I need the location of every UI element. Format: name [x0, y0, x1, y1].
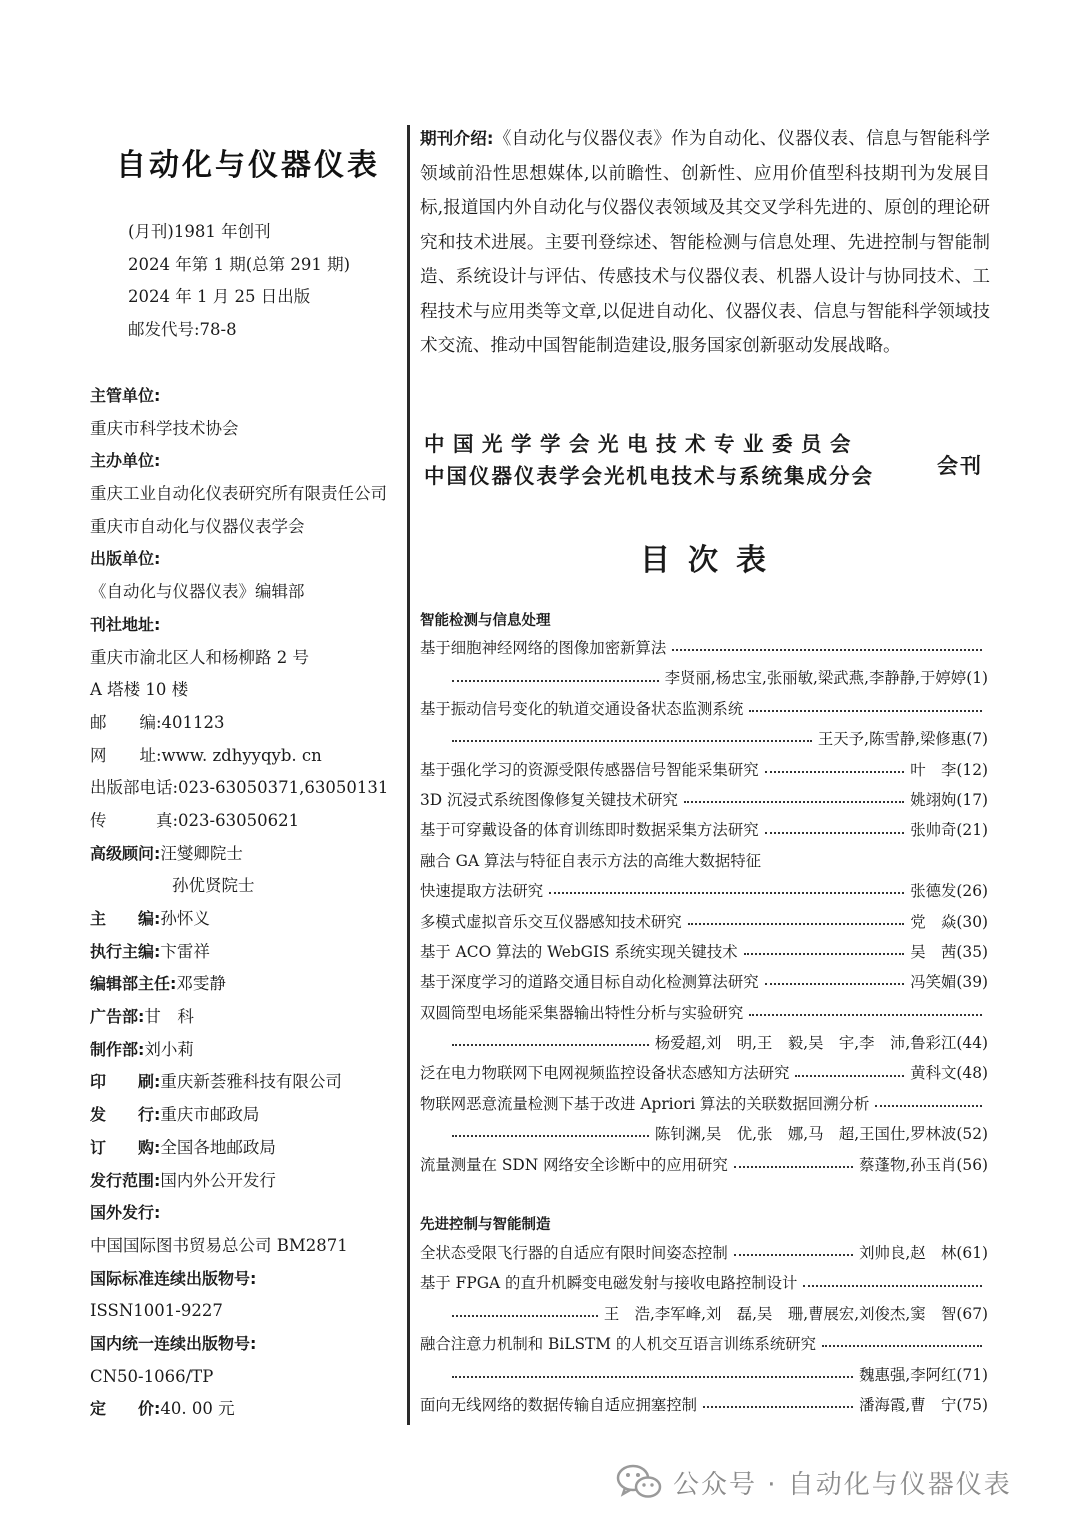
toc-leader-dots	[549, 892, 904, 894]
toc-section-2	[420, 1238, 988, 1420]
toc-entry-title: 基于 ACO 算法的 WebGIS 系统实现关键技术	[420, 942, 738, 961]
toc-entry-title: 物联网恶意流量检测下基于改进 Apriori 算法的关联数据回溯分析	[420, 1094, 870, 1113]
masthead-value: 网 址:www. zdhyyqyb. cn	[90, 745, 322, 765]
masthead-row	[90, 543, 405, 576]
masthead-value: 重庆市科学技术协会	[90, 418, 239, 438]
masthead-label: 国际标准连续出版物号:	[90, 1268, 257, 1288]
toc-leader-dots	[803, 1285, 982, 1287]
masthead-row	[90, 1393, 405, 1426]
masthead-row	[90, 968, 405, 1001]
masthead-value: 邓雯静	[176, 974, 226, 994]
masthead-row	[90, 1263, 405, 1296]
toc-leader-dots	[734, 1166, 853, 1168]
masthead-row	[90, 870, 405, 903]
toc-entry	[420, 1150, 988, 1180]
toc-leader-dots	[452, 1044, 649, 1046]
masthead-label: 定 价:	[90, 1399, 161, 1419]
toc-entry-authors: 蔡蓬物,孙玉肖(56)	[859, 1155, 988, 1174]
toc-entry-authors: 王 浩,李军峰,刘 磊,吴 珊,曹展宏,刘俊杰,窦 智(67)	[603, 1304, 988, 1323]
masthead-value: 《自动化与仪器仪表》编辑部	[90, 582, 305, 602]
toc-entry-authors: 吴 茜(35)	[910, 942, 988, 961]
toc-entry-title: 基于 FPGA 的直升机瞬变电磁发射与接收电路控制设计	[420, 1274, 798, 1293]
masthead-value: 重庆市邮政局	[160, 1105, 260, 1125]
toc-leader-dots	[684, 801, 904, 803]
masthead-value: CN50-1066/TP	[90, 1366, 214, 1386]
toc-entry-authors: 李贤丽,杨忠宝,张丽敏,梁武燕,李静静,于婷婷(1)	[664, 669, 988, 688]
masthead-value: 传 真:023-63050621	[90, 810, 300, 830]
masthead-value: A 塔楼 10 楼	[90, 680, 189, 700]
toc-entry	[420, 1299, 988, 1329]
masthead-value: 孙怀义	[160, 909, 210, 928]
toc-entry	[420, 967, 988, 997]
toc-leader-dots	[734, 1254, 853, 1256]
toc-entry	[420, 1028, 988, 1058]
masthead-row	[90, 1295, 405, 1328]
watermark	[615, 1462, 1012, 1502]
masthead-value: ISSN1001-9227	[90, 1301, 223, 1321]
society-line-2: 中国仪器仪表学会光机电技术与系统集成分会	[424, 464, 874, 488]
toc-entry-authors: 党 焱(30)	[910, 912, 988, 931]
toc-leader-dots	[795, 1075, 904, 1077]
toc-leader-dots	[672, 649, 982, 651]
masthead-row	[90, 445, 405, 478]
toc-entry-authors: 陈钊渊,吴 优,张 娜,马 超,王国仕,罗林波(52)	[654, 1125, 988, 1144]
toc-entry-title: 融合注意力机制和 BiLSTM 的人机交互语言训练系统研究	[420, 1335, 817, 1354]
masthead-value: 孙优贤院士	[172, 876, 255, 896]
toc-entry-authors: 姚翊姁(17)	[910, 790, 988, 809]
toc-entry	[420, 1058, 988, 1088]
masthead-row	[90, 1165, 405, 1198]
toc-leader-dots	[749, 710, 982, 712]
toc-entry	[420, 1238, 988, 1268]
toc-leader-dots	[744, 953, 905, 955]
toc-leader-dots	[703, 1406, 853, 1408]
masthead-value: 重庆市自动化与仪器仪表学会	[90, 516, 305, 536]
toc-entry-authors: 叶 李(12)	[910, 760, 988, 779]
masthead-label: 高级顾问:	[90, 843, 161, 863]
masthead-label: 印 刷:	[90, 1072, 161, 1092]
intro-label: 期刊介绍:	[420, 129, 494, 148]
masthead-row	[90, 609, 405, 642]
toc-entry	[420, 907, 988, 937]
toc-entry-authors: 张德发(26)	[910, 882, 988, 901]
masthead-label: 主办单位:	[90, 451, 161, 471]
masthead-label: 制作部:	[90, 1039, 145, 1059]
toc-entry-authors: 潘海霞,曹 宁(75)	[859, 1395, 988, 1414]
toc-entry-title: 多模式虚拟音乐交互仪器感知技术研究	[420, 912, 682, 931]
masthead-value: 卞雷祥	[160, 941, 210, 961]
publication-date: 2024 年 1 月 25 日出版	[128, 287, 311, 307]
masthead-row	[90, 936, 405, 969]
toc-leader-dots	[765, 771, 905, 773]
toc-entry	[420, 1119, 988, 1149]
toc-entry-title: 基于细胞神经网络的图像加密新算法	[420, 639, 667, 657]
toc-entry-title: 面向无线网络的数据传输自适应拥塞控制	[420, 1395, 698, 1414]
society-suffix: 会刊	[937, 454, 983, 478]
toc-entry	[420, 1329, 988, 1359]
masthead-row	[90, 642, 405, 675]
toc-leader-dots	[765, 983, 905, 985]
toc-entry	[420, 663, 988, 693]
issue-number: 2024 年第 1 期(总第 291 期)	[128, 254, 351, 274]
masthead-row	[90, 772, 405, 805]
masthead-row	[90, 805, 405, 838]
masthead-label: 国外发行:	[90, 1203, 161, 1223]
toc-entry-authors: 黄科文(48)	[910, 1064, 988, 1083]
toc-entry	[420, 785, 988, 815]
toc-title: 目次表	[640, 543, 784, 578]
intro-text: 《自动化与仪器仪表》作为自动化、仪器仪表、信息与智能科学领域前沿性思想媒体,以前瞻性、创新性、应用价值型科技期刊为发展目标,报道国内外自动化与仪器仪表领域及其交叉学科先进的、原创的理论研究和技术进展。主要刊登综述、智能检测与信息处理、先进控制与智能制造、系统设计与评估、传感技术与仪器仪表、机器人设计与协同技术、工程技术与应用类等文章,以促进自动化、仪器仪表、信息与智能科学领域技术交流、推动中国智能制造建设,服务国家创新驱动发展战略。	[420, 129, 990, 356]
masthead-row	[90, 1001, 405, 1034]
toc-entry-authors: 张帅奇(21)	[910, 821, 988, 840]
toc-entry-title: 基于强化学习的资源受限传感器信号智能采集研究	[420, 760, 759, 779]
toc-leader-dots	[875, 1105, 982, 1107]
toc-entry-authors: 刘帅良,赵 林(61)	[859, 1244, 988, 1262]
toc-entry-title: 融合 GA 算法与特征自表示方法的高维大数据特征	[420, 851, 762, 870]
toc-leader-dots	[688, 923, 905, 925]
toc-leader-dots	[452, 1315, 598, 1317]
toc-leader-dots	[452, 1376, 853, 1378]
masthead-value: 国内外公开发行	[160, 1170, 276, 1190]
toc-entry	[420, 815, 988, 845]
masthead-label: 主 编:	[90, 909, 161, 928]
masthead-row	[90, 903, 405, 936]
masthead-value: 重庆市渝北区人和杨柳路 2 号	[90, 647, 309, 667]
masthead-row	[90, 740, 405, 773]
toc-entry-authors: 魏惠强,李阿红(71)	[859, 1365, 988, 1384]
masthead	[90, 380, 405, 1426]
toc-entry	[420, 1360, 988, 1390]
masthead-label: 发 行:	[90, 1105, 161, 1125]
toc-leader-dots	[452, 1135, 649, 1137]
toc-leader-dots	[822, 1345, 982, 1347]
watermark-text: 公众号 · 自动化与仪器仪表	[673, 1469, 1012, 1500]
masthead-row	[90, 1099, 405, 1132]
toc-section-1	[420, 633, 988, 1180]
masthead-row	[90, 1132, 405, 1165]
toc-entry	[420, 724, 988, 754]
toc-leader-dots	[765, 832, 905, 834]
toc-entry-title: 快速提取方法研究	[420, 882, 544, 901]
masthead-label: 广告部:	[90, 1007, 145, 1027]
masthead-label: 发行范围:	[90, 1170, 161, 1190]
toc-entry	[420, 694, 988, 724]
masthead-value: 汪燮卿院士	[160, 843, 243, 863]
masthead-label: 主管单位:	[90, 386, 161, 405]
toc-entry-authors: 冯笑媚(39)	[910, 973, 988, 992]
toc-entry-title: 全状态受限飞行器的自适应有限时间姿态控制	[420, 1244, 728, 1262]
masthead-value: 出版部电话:023-63050371,63050131	[90, 778, 389, 798]
masthead-row	[90, 576, 405, 609]
column-divider	[407, 125, 410, 1425]
masthead-value: 刘小莉	[144, 1039, 194, 1059]
section-title-2: 先进控制与智能制造	[420, 1217, 551, 1233]
toc-entry	[420, 998, 988, 1028]
masthead-label: 执行主编:	[90, 941, 161, 961]
masthead-row	[90, 1328, 405, 1361]
masthead-label: 订 购:	[90, 1137, 161, 1157]
toc-entry	[420, 1268, 988, 1298]
toc-entry	[420, 633, 988, 663]
societies-block	[424, 428, 994, 492]
masthead-row	[90, 838, 405, 871]
toc-entry	[420, 1089, 988, 1119]
section-title-1: 智能检测与信息处理	[420, 613, 551, 629]
masthead-value: 40. 00 元	[160, 1399, 235, 1419]
masthead-value: 甘 科	[144, 1007, 194, 1027]
masthead-row	[90, 380, 405, 413]
wechat-icon	[615, 1462, 663, 1502]
masthead-row	[90, 1230, 405, 1263]
toc-entry-title: 流量测量在 SDN 网络安全诊断中的应用研究	[420, 1155, 728, 1174]
toc-entry-title: 基于可穿戴设备的体育训练即时数据采集方法研究	[420, 821, 759, 840]
masthead-label: 国内统一连续出版物号:	[90, 1333, 257, 1353]
toc-entry-title: 3D 沉浸式系统图像修复关键技术研究	[420, 790, 678, 809]
masthead-row	[90, 413, 405, 446]
toc-entry-title: 基于深度学习的道路交通目标自动化检测算法研究	[420, 973, 759, 992]
masthead-value: 全国各地邮政局	[160, 1137, 276, 1157]
toc-leader-dots	[749, 1014, 982, 1016]
masthead-row	[90, 1197, 405, 1230]
masthead-row	[90, 478, 405, 511]
masthead-value: 中国国际图书贸易总公司 BM2871	[90, 1235, 348, 1255]
masthead-value: 重庆新荟雅科技有限公司	[160, 1072, 342, 1092]
frequency: (月刊)1981 年创刊	[128, 222, 271, 241]
masthead-value: 邮 编:401123	[90, 712, 225, 732]
toc-entry	[420, 876, 988, 906]
toc-entry-authors: 杨爱超,刘 明,王 毅,吴 宇,李 沛,鲁彩江(44)	[654, 1034, 988, 1053]
toc-entry	[420, 937, 988, 967]
masthead-label: 编辑部主任:	[90, 974, 177, 994]
toc-entry-authors: 王天予,陈雪静,梁修惠(7)	[817, 730, 988, 749]
masthead-label: 出版单位:	[90, 549, 161, 569]
publication-info	[128, 216, 350, 347]
masthead-row	[90, 1034, 405, 1067]
masthead-value: 重庆工业自动化仪表研究所有限责任公司	[90, 484, 387, 504]
masthead-row	[90, 1361, 405, 1394]
toc-entry-title: 泛在电力物联网下电网视频监控设备状态感知方法研究	[420, 1064, 790, 1083]
toc-entry	[420, 846, 988, 876]
toc-entry-title: 基于振动信号变化的轨道交通设备状态监测系统	[420, 699, 744, 718]
postal-code: 邮发代号:78-8	[128, 320, 237, 340]
masthead-row	[90, 511, 405, 544]
society-line-1: 中国光学学会光电技术专业委员会	[424, 432, 859, 456]
toc-entry-title: 双圆筒型电场能采集器输出特性分析与实验研究	[420, 1003, 744, 1022]
masthead-row	[90, 707, 405, 740]
toc-leader-dots	[452, 740, 812, 742]
masthead-label: 刊社地址:	[90, 614, 161, 634]
toc-leader-dots	[452, 680, 659, 682]
toc-entry	[420, 755, 988, 785]
journal-title: 自动化与仪器仪表	[116, 148, 380, 183]
masthead-row	[90, 1066, 405, 1099]
masthead-row	[90, 674, 405, 707]
toc-entry	[420, 1390, 988, 1420]
journal-introduction	[420, 122, 990, 364]
